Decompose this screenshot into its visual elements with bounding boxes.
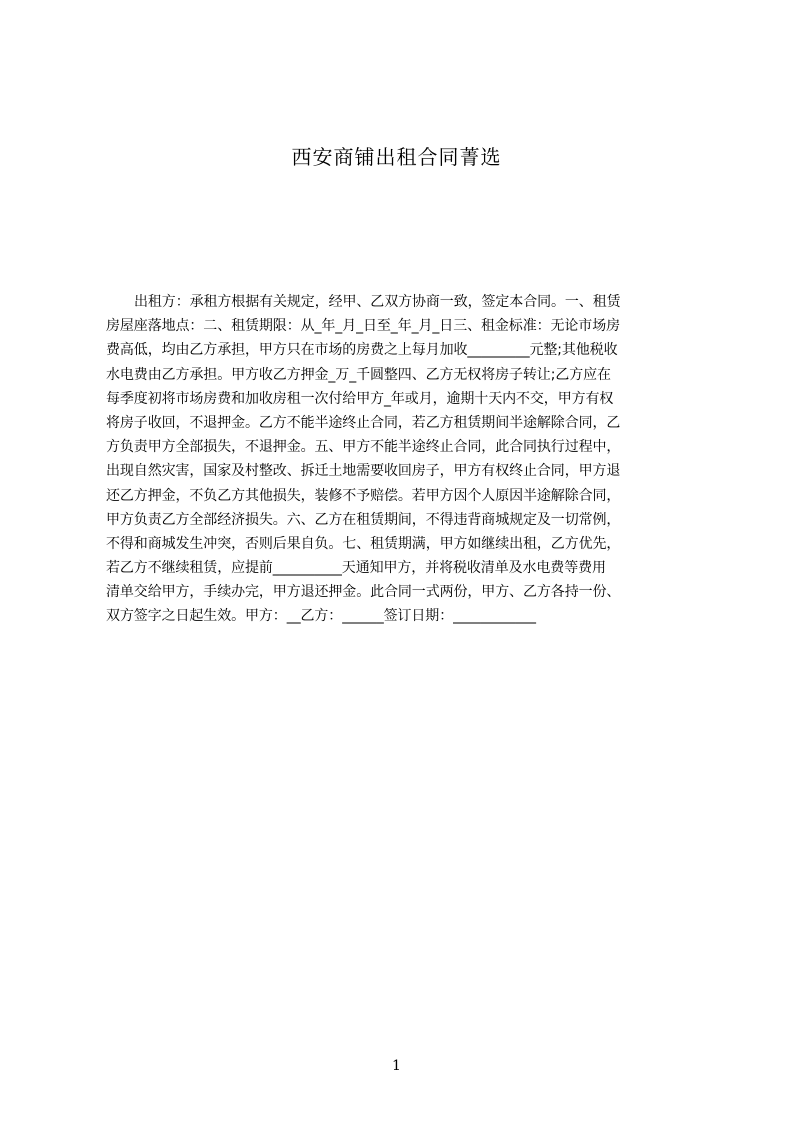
body-line: 每季度初将市场房费和加收房租一次付给甲方_年或月，逾期十天内不交，甲方有权 xyxy=(106,390,614,407)
body-line: 不得和商城发生冲突，否则后果自负。七、租赁期满，甲方如继续出租，乙方优先， xyxy=(106,535,621,552)
body-line: 方负责甲方全部损失，不退押金。五、甲方不能半途终止合同，此合同执行过程中， xyxy=(106,439,621,456)
body-line: 费高低，均由乙方承担，甲方只在市场的房费之上每月加收_________元整;其他税收 xyxy=(106,342,618,359)
document-title: 西安商铺出租合同菁选 xyxy=(291,145,502,169)
body-line: 还乙方押金，不负乙方其他损失，装修不予赔偿。若甲方因个人原因半途解除合同， xyxy=(106,487,621,504)
body-line: 清单交给甲方，手续办完，甲方退还押金。此合同一式两份，甲方、乙方各持一份、 xyxy=(106,584,621,601)
body-line: 房屋座落地点：二、租赁期限：从_年_月_日至_年_月_日三、租金标准：无论市场房 xyxy=(106,318,620,335)
body-line: 水电费由乙方承担。甲方收乙方押金_万_千圆整四、乙方无权将房子转让;乙方应在 xyxy=(106,366,611,383)
page-number: 1 xyxy=(392,1058,401,1074)
body-line: 若乙方不继续租赁，应提前__________天通知甲方，并将税收清单及水电费等费用 xyxy=(106,560,606,577)
body-line: 出租方：承租方根据有关规定，经甲、乙双方协商一致，签定本合同。一、租赁 xyxy=(134,294,621,310)
body-line: 将房子收回，不退押金。乙方不能半途终止合同，若乙方租赁期间半途解除合同，乙 xyxy=(106,414,621,431)
body-line: 甲方负责乙方全部经济损失。六、乙方在租赁期间，不得违背商城规定及一切常例， xyxy=(106,511,621,528)
body-line: 双方签字之日起生效。甲方：__乙方：______签订日期：____________ xyxy=(106,608,536,625)
contract-body xyxy=(106,290,706,629)
body-line: 出现自然灾害，国家及村整改、拆迁土地需要收回房子，甲方有权终止合同，甲方退 xyxy=(106,463,621,480)
